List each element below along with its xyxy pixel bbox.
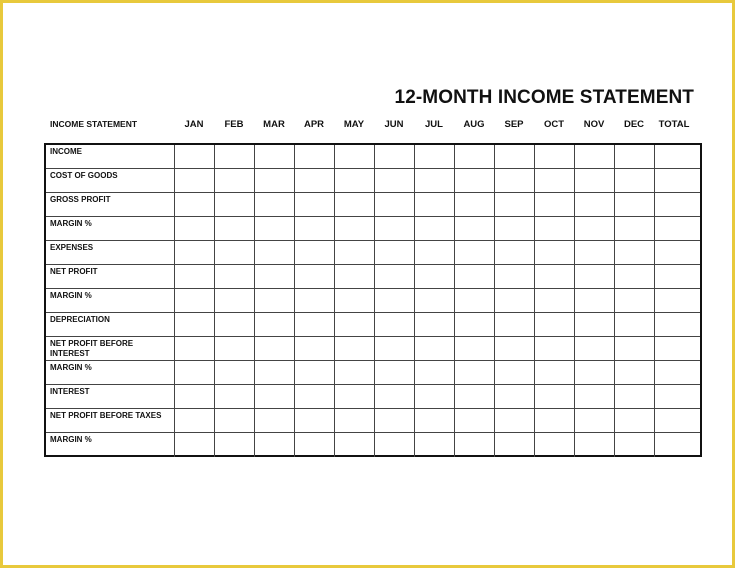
table-cell-apr[interactable] [294, 265, 334, 289]
table-cell-feb[interactable] [214, 241, 254, 265]
table-cell-aug[interactable] [454, 313, 494, 337]
table-cell-dec[interactable] [614, 265, 654, 289]
table-cell-nov[interactable] [574, 241, 614, 265]
table-cell-total[interactable] [654, 193, 700, 217]
table-cell-total[interactable] [654, 361, 700, 385]
table-row [46, 361, 700, 385]
table-cell-total[interactable] [654, 337, 700, 361]
table-cell-sep[interactable] [494, 361, 534, 385]
table-cell-may[interactable] [334, 313, 374, 337]
table-cell-dec[interactable] [614, 145, 654, 169]
income-statement-table [44, 143, 702, 457]
table-cell-feb[interactable] [214, 169, 254, 193]
table-cell-jun[interactable] [374, 313, 414, 337]
table-cell-jan[interactable] [174, 409, 214, 433]
row-label: NET PROFIT BEFORE INTEREST [50, 339, 134, 358]
table-cell-nov[interactable] [574, 145, 614, 169]
table-cell-jul[interactable] [414, 289, 454, 313]
table-cell-may[interactable] [334, 433, 374, 457]
row-label: MARGIN % [50, 219, 92, 228]
table-cell-sep[interactable] [494, 409, 534, 433]
table-cell-sep[interactable] [494, 241, 534, 265]
column-header-total: TOTAL [658, 119, 690, 130]
table-cell-sep[interactable] [494, 265, 534, 289]
table-cell-dec[interactable] [614, 409, 654, 433]
table-cell-mar[interactable] [254, 361, 294, 385]
table-cell-oct[interactable] [534, 289, 574, 313]
table-cell-sep[interactable] [494, 433, 534, 457]
row-label: GROSS PROFIT [50, 195, 111, 204]
table-cell-feb[interactable] [214, 409, 254, 433]
table-cell-jan[interactable] [174, 169, 214, 193]
table-row [46, 337, 700, 361]
table-cell-apr[interactable] [294, 169, 334, 193]
row-label: COST OF GOODS [50, 171, 118, 180]
table-cell-jul[interactable] [414, 337, 454, 361]
table-cell-jul[interactable] [414, 433, 454, 457]
table-cell-dec[interactable] [614, 169, 654, 193]
table-cell-nov[interactable] [574, 289, 614, 313]
table-cell-jan[interactable] [174, 217, 214, 241]
table-cell-oct[interactable] [534, 169, 574, 193]
table-cell-apr[interactable] [294, 145, 334, 169]
table-row [46, 217, 700, 241]
table-cell-total[interactable] [654, 145, 700, 169]
table-cell-oct[interactable] [534, 241, 574, 265]
column-header-oct: OCT [543, 119, 565, 130]
table-cell-jan[interactable] [174, 289, 214, 313]
table-cell-oct[interactable] [534, 409, 574, 433]
table-cell-oct[interactable] [534, 193, 574, 217]
table-cell-jun[interactable] [374, 145, 414, 169]
table-row [46, 169, 700, 193]
table-cell-total[interactable] [654, 385, 700, 409]
table-cell-jan[interactable] [174, 145, 214, 169]
table-row [46, 433, 700, 457]
row-label: DEPRECIATION [50, 315, 110, 324]
table-cell-aug[interactable] [454, 193, 494, 217]
table-cell-may[interactable] [334, 169, 374, 193]
table-cell-nov[interactable] [574, 313, 614, 337]
table-cell-nov[interactable] [574, 385, 614, 409]
table-cell-dec[interactable] [614, 361, 654, 385]
table-cell-total[interactable] [654, 217, 700, 241]
column-header-nov: NOV [583, 119, 605, 130]
table-cell-dec[interactable] [614, 337, 654, 361]
column-header-may: MAY [343, 119, 365, 130]
table-cell-nov[interactable] [574, 265, 614, 289]
table-cell-total[interactable] [654, 409, 700, 433]
table-cell-sep[interactable] [494, 193, 534, 217]
column-header-row [44, 117, 702, 135]
table-cell-mar[interactable] [254, 217, 294, 241]
table-cell-jun[interactable] [374, 409, 414, 433]
table-cell-may[interactable] [334, 409, 374, 433]
table-cell-jul[interactable] [414, 265, 454, 289]
table-cell-jan[interactable] [174, 313, 214, 337]
table-cell-aug[interactable] [454, 289, 494, 313]
column-header-dec: DEC [623, 119, 645, 130]
table-cell-dec[interactable] [614, 289, 654, 313]
table-cell-jun[interactable] [374, 289, 414, 313]
table-cell-dec[interactable] [614, 193, 654, 217]
row-label: INCOME [50, 147, 82, 156]
table-cell-jun[interactable] [374, 193, 414, 217]
table-cell-apr[interactable] [294, 217, 334, 241]
table-cell-total[interactable] [654, 289, 700, 313]
table-row [46, 409, 700, 433]
table-cell-nov[interactable] [574, 433, 614, 457]
column-header-sep: SEP [504, 119, 524, 130]
table-cell-dec[interactable] [614, 241, 654, 265]
table-cell-mar[interactable] [254, 265, 294, 289]
table-cell-feb[interactable] [214, 217, 254, 241]
table-cell-feb[interactable] [214, 289, 254, 313]
table-cell-jun[interactable] [374, 385, 414, 409]
table-cell-sep[interactable] [494, 169, 534, 193]
column-header-mar: MAR [263, 119, 285, 130]
table-cell-aug[interactable] [454, 145, 494, 169]
table-cell-feb[interactable] [214, 433, 254, 457]
header-label: INCOME STATEMENT [50, 119, 138, 129]
table-cell-may[interactable] [334, 337, 374, 361]
table-row [46, 193, 700, 217]
table-cell-jul[interactable] [414, 217, 454, 241]
table-cell-oct[interactable] [534, 433, 574, 457]
table-cell-dec[interactable] [614, 217, 654, 241]
table-cell-aug[interactable] [454, 409, 494, 433]
table-cell-oct[interactable] [534, 385, 574, 409]
table-cell-sep[interactable] [494, 385, 534, 409]
table-row [46, 313, 700, 337]
table-cell-mar[interactable] [254, 433, 294, 457]
column-header-feb: FEB [224, 119, 244, 130]
table-cell-feb[interactable] [214, 145, 254, 169]
row-label: MARGIN % [50, 435, 92, 444]
column-header-jun: JUN [384, 119, 404, 130]
table-row [46, 241, 700, 265]
table-cell-mar[interactable] [254, 337, 294, 361]
table-cell-oct[interactable] [534, 145, 574, 169]
column-header-jul: JUL [425, 119, 443, 130]
table-cell-jan[interactable] [174, 241, 214, 265]
page-title: 12-MONTH INCOME STATEMENT [394, 87, 694, 108]
table-cell-mar[interactable] [254, 193, 294, 217]
table-cell-jan[interactable] [174, 361, 214, 385]
table-cell-oct[interactable] [534, 217, 574, 241]
table-cell-oct[interactable] [534, 265, 574, 289]
table-cell-apr[interactable] [294, 337, 334, 361]
table-cell-jan[interactable] [174, 265, 214, 289]
table-cell-may[interactable] [334, 385, 374, 409]
table-cell-jul[interactable] [414, 409, 454, 433]
table-cell-jun[interactable] [374, 361, 414, 385]
table-row [46, 265, 700, 289]
table-cell-feb[interactable] [214, 193, 254, 217]
table-cell-jan[interactable] [174, 337, 214, 361]
table-cell-may[interactable] [334, 193, 374, 217]
table-cell-mar[interactable] [254, 145, 294, 169]
table-cell-total[interactable] [654, 265, 700, 289]
table-cell-jul[interactable] [414, 193, 454, 217]
table-cell-jun[interactable] [374, 217, 414, 241]
table-cell-may[interactable] [334, 289, 374, 313]
table-cell-aug[interactable] [454, 217, 494, 241]
table-cell-oct[interactable] [534, 313, 574, 337]
table-cell-jun[interactable] [374, 265, 414, 289]
table-cell-aug[interactable] [454, 385, 494, 409]
table-row [46, 385, 700, 409]
table-cell-sep[interactable] [494, 217, 534, 241]
table-cell-nov[interactable] [574, 193, 614, 217]
table-cell-mar[interactable] [254, 409, 294, 433]
table-cell-mar[interactable] [254, 169, 294, 193]
table-cell-jul[interactable] [414, 385, 454, 409]
table-cell-apr[interactable] [294, 409, 334, 433]
table-cell-sep[interactable] [494, 337, 534, 361]
table-cell-jun[interactable] [374, 169, 414, 193]
table-cell-may[interactable] [334, 265, 374, 289]
table-cell-feb[interactable] [214, 337, 254, 361]
table-cell-jul[interactable] [414, 169, 454, 193]
table-cell-may[interactable] [334, 361, 374, 385]
table-cell-jul[interactable] [414, 145, 454, 169]
table-cell-oct[interactable] [534, 337, 574, 361]
table-cell-mar[interactable] [254, 385, 294, 409]
table-cell-jul[interactable] [414, 313, 454, 337]
table-cell-dec[interactable] [614, 313, 654, 337]
row-label: MARGIN % [50, 363, 92, 372]
row-label: EXPENSES [50, 243, 94, 252]
table-cell-dec[interactable] [614, 385, 654, 409]
table-cell-feb[interactable] [214, 265, 254, 289]
table-cell-nov[interactable] [574, 409, 614, 433]
table-cell-feb[interactable] [214, 313, 254, 337]
table-cell-may[interactable] [334, 145, 374, 169]
table-cell-sep[interactable] [494, 289, 534, 313]
column-header-jan: JAN [184, 119, 204, 130]
table-cell-aug[interactable] [454, 265, 494, 289]
row-label: NET PROFIT [50, 267, 98, 276]
table-cell-aug[interactable] [454, 241, 494, 265]
table-cell-jul[interactable] [414, 361, 454, 385]
table-cell-dec[interactable] [614, 433, 654, 457]
table-cell-total[interactable] [654, 169, 700, 193]
table-cell-total[interactable] [654, 241, 700, 265]
row-label: MARGIN % [50, 291, 92, 300]
table-cell-apr[interactable] [294, 361, 334, 385]
table-cell-apr[interactable] [294, 385, 334, 409]
table-row [46, 289, 700, 313]
table-cell-nov[interactable] [574, 337, 614, 361]
table-cell-apr[interactable] [294, 241, 334, 265]
table-cell-jul[interactable] [414, 241, 454, 265]
column-header-apr: APR [303, 119, 325, 130]
table-cell-aug[interactable] [454, 169, 494, 193]
table-cell-total[interactable] [654, 433, 700, 457]
table-cell-feb[interactable] [214, 361, 254, 385]
table-cell-mar[interactable] [254, 289, 294, 313]
table-cell-aug[interactable] [454, 361, 494, 385]
column-header-aug: AUG [463, 119, 485, 130]
table-cell-may[interactable] [334, 241, 374, 265]
table-cell-nov[interactable] [574, 217, 614, 241]
table-cell-jun[interactable] [374, 433, 414, 457]
table-row [46, 145, 700, 169]
table-cell-aug[interactable] [454, 337, 494, 361]
table-cell-jan[interactable] [174, 193, 214, 217]
table-cell-jun[interactable] [374, 241, 414, 265]
row-label: NET PROFIT BEFORE TAXES [50, 411, 162, 420]
table-cell-apr[interactable] [294, 289, 334, 313]
table-cell-nov[interactable] [574, 169, 614, 193]
table-cell-mar[interactable] [254, 241, 294, 265]
table-cell-may[interactable] [334, 217, 374, 241]
table-cell-apr[interactable] [294, 193, 334, 217]
table-cell-sep[interactable] [494, 313, 534, 337]
table-cell-jan[interactable] [174, 385, 214, 409]
table-cell-nov[interactable] [574, 361, 614, 385]
table-cell-sep[interactable] [494, 145, 534, 169]
table-cell-jun[interactable] [374, 337, 414, 361]
table-cell-total[interactable] [654, 313, 700, 337]
table-cell-oct[interactable] [534, 361, 574, 385]
table-cell-apr[interactable] [294, 313, 334, 337]
row-label: INTEREST [50, 387, 90, 396]
table-cell-mar[interactable] [254, 313, 294, 337]
table-cell-jan[interactable] [174, 433, 214, 457]
table-cell-feb[interactable] [214, 385, 254, 409]
table-cell-aug[interactable] [454, 433, 494, 457]
table-cell-apr[interactable] [294, 433, 334, 457]
